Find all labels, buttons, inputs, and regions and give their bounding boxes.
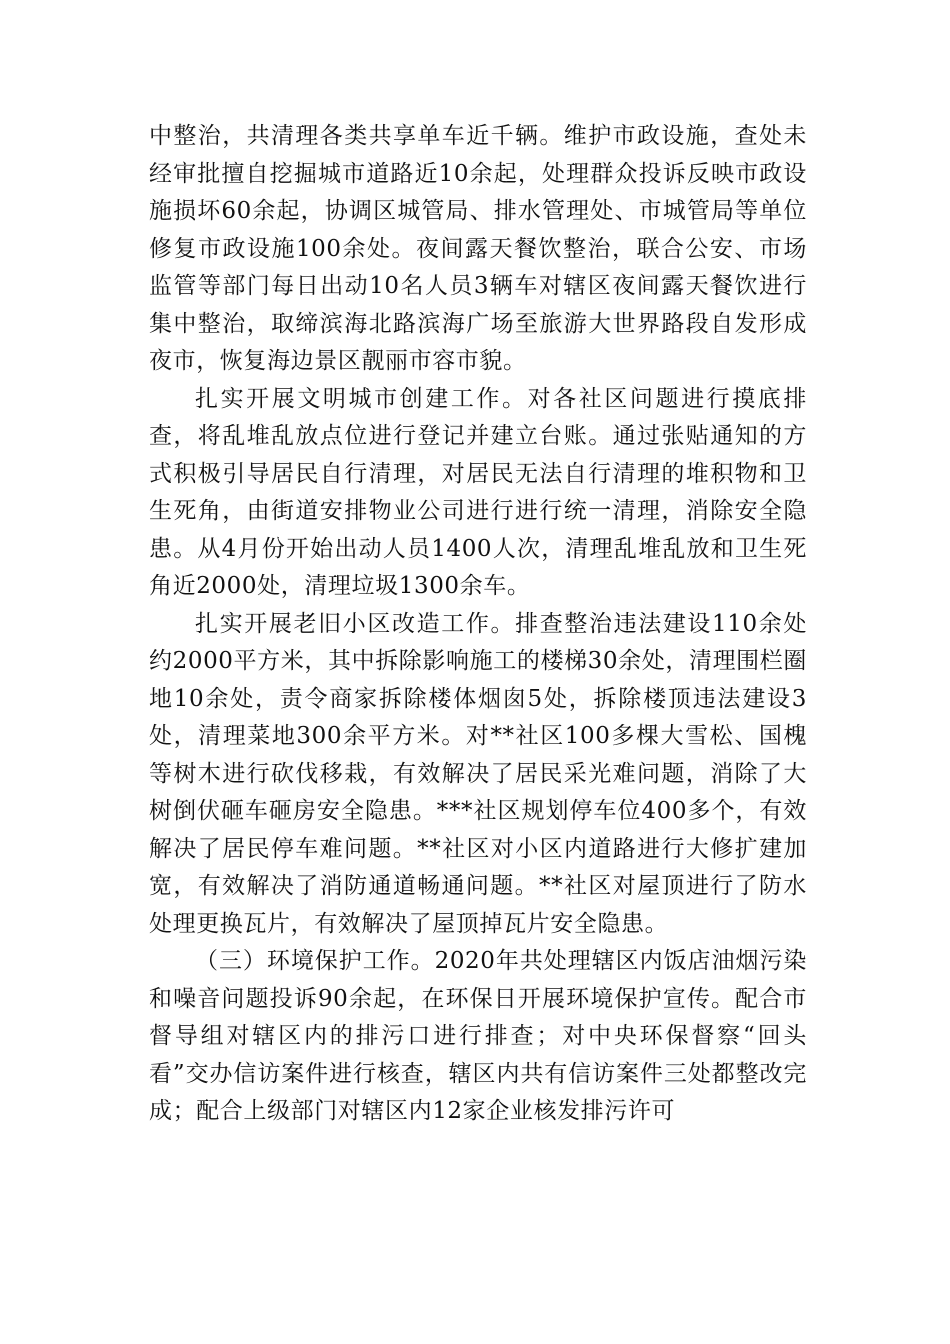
paragraph-old-community-renovation: 扎实开展老旧小区改造工作。排查整治违法建设110余处约2000平方米，其中拆除影响施工的楼梯30余处，清理围栏圈地10余处，责令商家拆除楼体烟囱5处，拆除楼顶违法建设3处，清理菜地300余平方米。对**社区100多棵大雪松、国槐等树木进行砍伐移栽，有效解决了居民采光难问题，消除了大树倒伏砸车砸房安全隐患。***社区规划停车位400多个，有效解决了居民停车难问题。**社区对小区内道路进行大修扩建加宽，有效解决了消防通道畅通问题。**社区对屋顶进行了防水处理更换瓦片，有效解决了屋顶掉瓦片安全隐患。 bbox=[149, 610, 807, 937]
document-body bbox=[149, 118, 807, 1131]
paragraph-environmental-protection: （三）环境保护工作。2020年共处理辖区内饭店油烟污染和噪音问题投诉90余起，在环保日开展环境保护宣传。配合市督导组对辖区内的排污口进行排查；对中央环保督察“回头看”交办信访案件进行核查，辖区内共有信访案件三处都整改完成；配合上级部门对辖区内12家企业核发排污许可 bbox=[149, 948, 807, 1124]
paragraph-street-rectification: 中整治，共清理各类共享单车近千辆。维护市政设施，查处未经审批擅自挖掘城市道路近10余起，处理群众投诉反映市政设施损坏60余起，协调区城管局、排水管理处、市城管局等单位修复市政设施100余处。夜间露天餐饮整治，联合公安、市场监管等部门每日出动10名人员3辆车对辖区夜间露天餐饮进行集中整治，取缔滨海北路滨海广场至旅游大世界路段自发形成夜市，恢复海边景区靓丽市容市貌。 bbox=[149, 123, 807, 374]
paragraph-civilized-city: 扎实开展文明城市创建工作。对各社区问题进行摸底排查，将乱堆乱放点位进行登记并建立台账。通过张贴通知的方式积极引导居民自行清理，对居民无法自行清理的堆积物和卫生死角，由街道安排物业公司进行进行统一清理，消除安全隐患。从4月份开始出动人员1400人次，清理乱堆乱放和卫生死角近2000处，清理垃圾1300余车。 bbox=[149, 385, 807, 599]
